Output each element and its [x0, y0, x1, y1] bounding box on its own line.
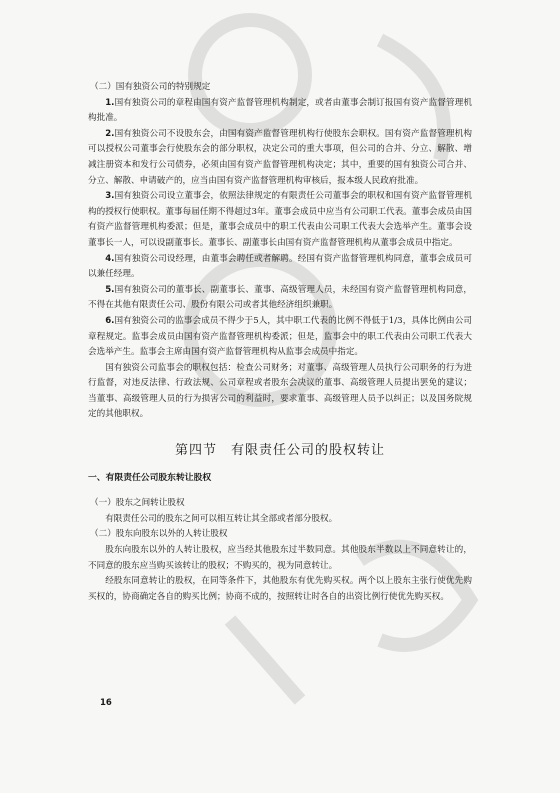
part-heading: （二）股东向股东以外的人转让股权 [90, 529, 228, 540]
section-title: 第四节 有限责任公司的股权转让 [174, 443, 385, 459]
paragraph: 有限责任公司的股东之间可以相互转让其全部或者部分股权。 [105, 513, 338, 524]
paragraph: 股东向股东以外的人转让股权，应当经其他股东过半数同意。其他股东半数以上不同意转让的，不同意的股东应当购买该转让的股权；不购买的，视为同意转让。 [88, 545, 472, 571]
list-item: 6.国有独资公司的监事会成员不得少于5人，其中职工代表的比例不得低于1/3，具体比例由公司章程规定。监事会成员由国有资产监督管理机构委派；但是，监事会中的职工代表由公司职工代表大会选举产生。监事会主席由国有资产监督管理机构从监事会成员中指定。 [88, 315, 472, 358]
list-item: 2.国有独资公司不设股东会，由国有资产监督管理机构行使股东会职权。国有资产监督管理机构可以授权公司董事会行使股东会的部分职权，决定公司的重大事项，但公司的合并、分立、解散、增减注册资本和发行公司债券，必须由国有资产监督管理机构决定；其中，重要的国有独资公司合并、分立、解散、申请破产的，应当由国有资产监督管理机构审核后，报本级人民政府批准。 [88, 128, 472, 186]
paragraph: 经股东同意转让的股权，在同等条件下，其他股东有优先购买权。两个以上股东主张行使优先购买权的，协商确定各自的购买比例；协商不成的，按照转让时各自的出资比例行使优先购买权。 [88, 576, 472, 602]
list-item: 5.国有独资公司的董事长、副董事长、董事、高级管理人员，未经国有资产监督管理机构同意，不得在其他有限责任公司、股份有限公司或者其他经济组织兼职。 [88, 284, 472, 311]
supervisory-powers-paragraph: 国有独资公司监事会的职权包括：检查公司财务；对董事、高级管理人员执行公司职务的行为进行监督，对违反法律、行政法规、公司章程或者股东会决议的董事、高级管理人员提出罢免的建议；当董事、高级管理人员的行为损害公司的利益时，要求董事、高级管理人员予以纠正；以及国务院规定的其他职权。 [88, 362, 472, 420]
list-item: 4.国有独资公司设经理，由董事会聘任或者解聘。经国有资产监督管理机构同意，董事会成员可以兼任经理。 [88, 253, 472, 280]
subsection-title: 一、有限责任公司股东转让股权 [88, 472, 212, 483]
document-body [88, 80, 472, 605]
part-heading: （一）股东之间转让股权 [90, 498, 185, 509]
list-item: 1.国有独资公司的章程由国有资产监督管理机构制定，或者由董事会制订报国有资产监督管理机构批准。 [88, 97, 472, 124]
section-heading-state-owned: （二）国有独资公司的特别规定 [90, 82, 211, 92]
page-number: 16 [100, 698, 112, 708]
list-item: 3.国有独资公司设立董事会，依照法律规定的有限责任公司董事会的职权和国有资产监督管理机构的授权行使职权。董事每届任期不得超过3年。董事会成员中应当有公司职工代表。董事会成员由国有资产监督管理机构委派；但是，董事会成员中的职工代表由公司职工代表大会选举产生。董事会设董事长一人，可以设副董事长。董事长、副董事长由国有资产监督管理机构从董事会成员中指定。 [88, 191, 472, 248]
